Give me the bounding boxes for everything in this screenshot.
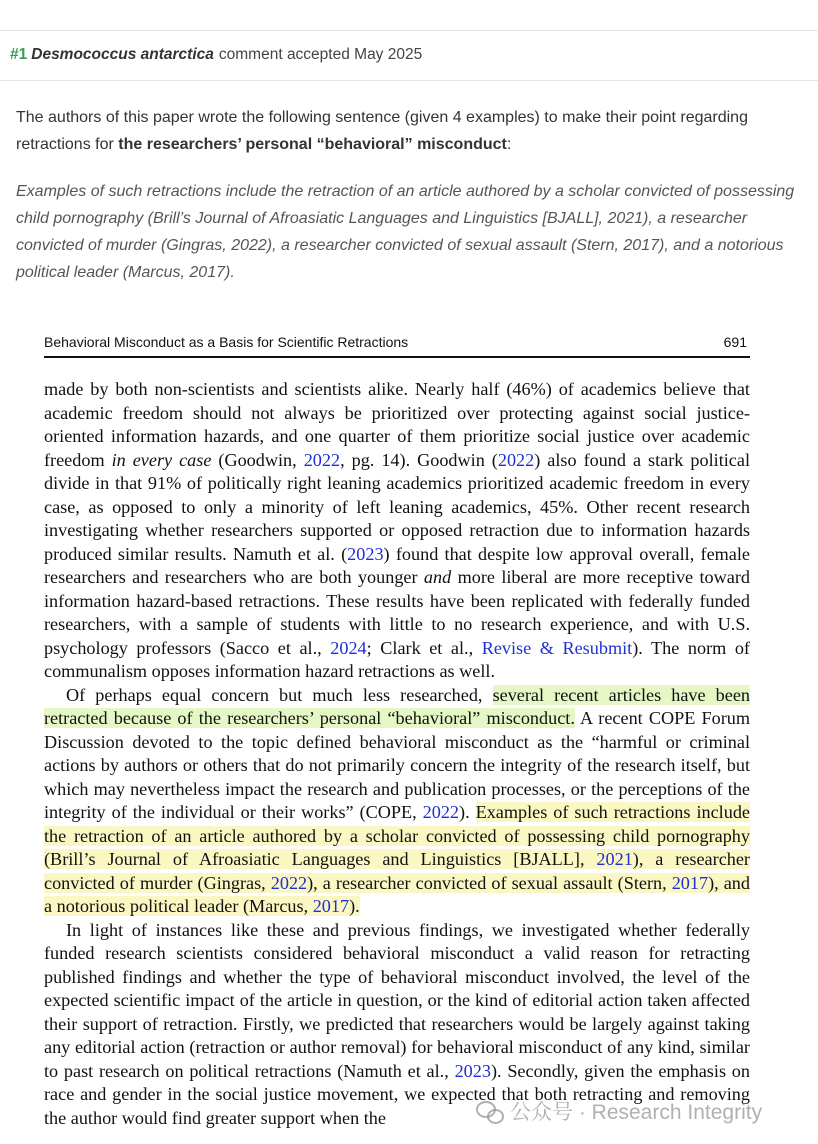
comment-intro: The authors of this paper wrote the following sentence (given 4 examples) to make their point regarding retractions for the researchers’ personal “behavioral” misconduct: (16, 109, 748, 153)
top-bar (0, 0, 818, 31)
comment-status: comment accepted May 2025 (218, 46, 423, 63)
page-text (44, 378, 750, 1130)
paragraph-2: Of perhaps equal concern but much less researched, several recent articles have been retracted because of the researchers’ personal “behavioral” misconduct. A recent COPE Forum Discussion devoted to the topic defined behavioral misconduct as the “harmful or criminal actions by authors or others that do not primarily concern the integrity of the research itself, but which may nevertheless impact the research and publication processes, or the perceptions of the integrity of the individual or their works” (COPE, 2022). Examples of such retractions include the retraction of an article authored by a scholar convicted of possessing child pornography (Brill’s Journal of Afroasiatic Languages and Linguistics [BJALL], 2021), a researcher convicted of murder (Gingras, 2022), a researcher convicted of sexual assault (Stern, 2017), and a notorious political leader (Marcus, 2017). (44, 684, 751, 916)
comment-number[interactable]: #1 (10, 46, 28, 63)
running-head (44, 334, 750, 358)
citation-link[interactable]: 2021 (596, 849, 633, 869)
wechat-icon (476, 1100, 502, 1122)
citation-link[interactable]: Revise & Resubmit (481, 637, 633, 658)
citation-link[interactable]: 2023 (454, 1060, 491, 1081)
watermark-text: 公众号 · Research Integrity (510, 1101, 763, 1124)
paper-excerpt (44, 334, 750, 1130)
citation-link[interactable]: 2022 (303, 449, 341, 470)
watermark (476, 1096, 806, 1126)
comment-body (16, 104, 806, 286)
citation-link[interactable]: 2022 (270, 872, 308, 893)
paragraph-1: made by both non-scientists and scientists alike. Nearly half (46%) of academics believe that academic freedom should not always be prioritized over protecting against social justice-oriented information hazards, and one quarter of them prioritize social justice over academic freedom in every case (Goodwin, 2022, pg. 14). Goodwin (2022) also found a stark political divide in that 91% of politically right leaning academics prioritized academic freedom in every case, as opposed to only a minority of left leaning academics, 45%. Other recent research investigating whether researchers supported or opposed retraction due to information hazards produced similar results. Namuth et al. (2023) found that despite low approval overall, female researchers and researchers who are both younger and more liberal are more receptive toward information hazard-based retractions. These results have been replicated with federally funded researchers, with a sample of students with little to no research experience, and with U.S. psychology professors (Sacco et al., 2024; Clark et al., Revise & Resubmit). The norm of communalism opposes information hazard retractions as well. (44, 379, 750, 681)
comment-author[interactable]: Desmococcus antarctica (31, 46, 214, 63)
citation-link[interactable]: 2017 (312, 896, 350, 916)
paragraph-3: In light of instances like these and previous findings, we investigated whether federally funded research scientists considered behavioral misconduct a valid reason for retracting published findings and whether the type of behavioral misconduct involved, the level of the expected scientific impact of the article in question, or the kind of editorial action taken affected their support of retraction. Firstly, we predicted that researchers would be largely against taking any editorial action (retraction or author removal) for behavioral misconduct of any kind, similar to past research on political retractions (Namuth et al., 2023). Secondly, given the emphasis on race and gender in the social justice movement, we expected that both retracting and removing the author would find greater support when the (44, 919, 750, 1128)
citation-link[interactable]: 2017 (671, 872, 709, 893)
highlight-yellow: Examples of such retractions include the retraction of an article authored by a scholar convicted of possessing child pornography (Brill’s Journal of Afroasiatic Languages and Linguistics [BJALL], 2021), a researcher convicted of murder (Gingras, 2022), a researcher convicted of sexual assault (Stern, 2017), and a notorious political leader (Marcus, 2017). (44, 802, 750, 916)
highlight-green: several recent articles have been retracted because of the researchers’ personal “behavioral” misconduct. (44, 684, 750, 728)
page-number: 691 (723, 334, 747, 350)
citation-link[interactable]: 2024 (330, 637, 367, 658)
comment-quote: Examples of such retractions include the retraction of an article authored by a scholar convicted of possessing child pornography (Brill’s Journal of Afroasiatic Languages and Linguistics [BJALL], 2021), a researcher convicted of murder (Gingras, 2022), a researcher convicted of sexual assault (Stern, 2017), and a notorious political leader (Marcus, 2017). (16, 183, 795, 281)
citation-link[interactable]: 2022 (497, 449, 535, 470)
running-head-title: Behavioral Misconduct as a Basis for Scientific Retractions (44, 334, 409, 350)
comment-intro-bold: the researchers’ personal “behavioral” misconduct (118, 136, 507, 153)
citation-link[interactable]: 2023 (347, 543, 384, 564)
citation-link[interactable]: 2022 (422, 802, 460, 822)
comment-header (0, 30, 818, 81)
